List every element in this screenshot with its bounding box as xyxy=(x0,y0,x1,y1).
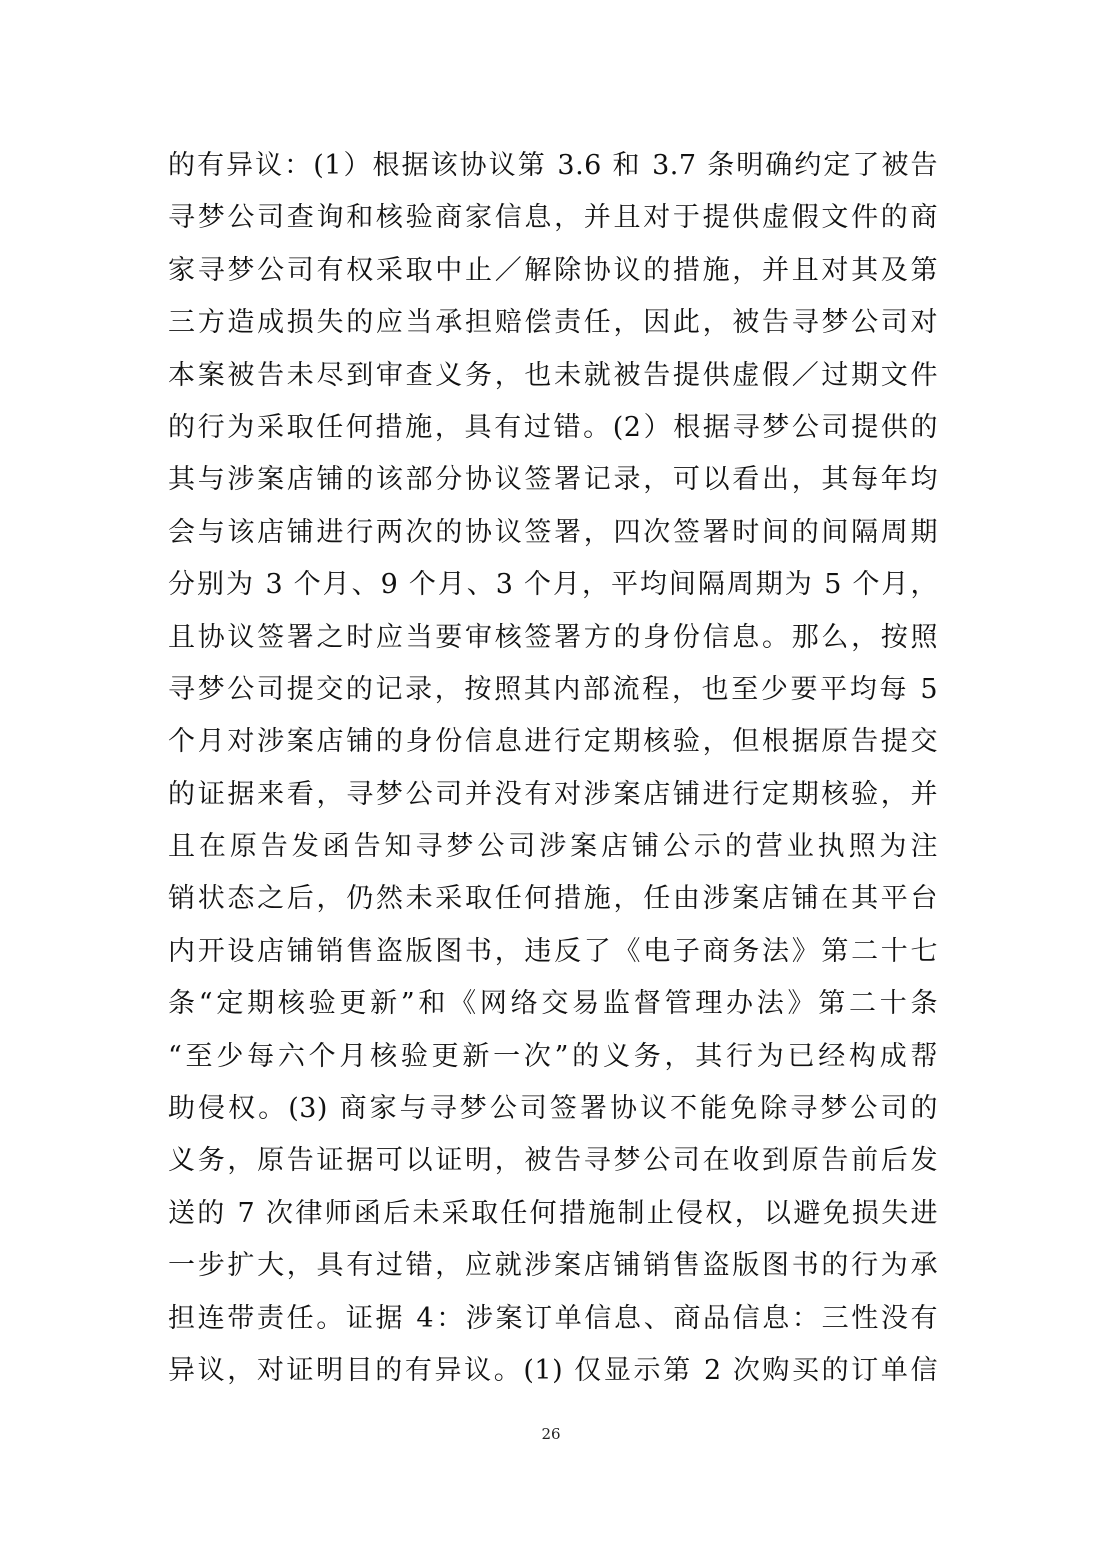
text-line: 寻梦公司提交的记录，按照其内部流程，也至少要平均每 5 xyxy=(168,673,938,705)
text-line: “至少每六个月核验更新一次”的义务，其行为已经构成帮 xyxy=(168,1040,938,1072)
text-line: 担连带责任。证据 4：涉案订单信息、商品信息：三性没有 xyxy=(168,1302,938,1334)
text-line: 送的 7 次律师函后未采取任何措施制止侵权，以避免损失进 xyxy=(168,1197,938,1229)
page-number: 26 xyxy=(541,1425,561,1443)
text-line: 三方造成损失的应当承担赔偿责任，因此，被告寻梦公司对 xyxy=(168,307,938,339)
text-line: 的证据来看，寻梦公司并没有对涉案店铺进行定期核验，并 xyxy=(168,778,938,810)
text-line: 助侵权。(3) 商家与寻梦公司签署协议不能免除寻梦公司的 xyxy=(168,1093,938,1125)
text-line: 内开设店铺销售盗版图书，违反了《电子商务法》第二十七 xyxy=(168,935,938,967)
text-line: 分别为 3 个月、9 个月、3 个月，平均间隔周期为 5 个月， xyxy=(168,569,938,601)
text-line: 其与涉案店铺的该部分协议签署记录，可以看出，其每年均 xyxy=(168,464,938,496)
text-line: 销状态之后，仍然未采取任何措施，任由涉案店铺在其平台 xyxy=(168,883,938,915)
text-line: 寻梦公司查询和核验商家信息，并且对于提供虚假文件的商 xyxy=(168,202,938,234)
text-line: 本案被告未尽到审查义务，也未就被告提供虚假／过期文件 xyxy=(168,359,938,391)
text-line: 会与该店铺进行两次的协议签署，四次签署时间的间隔周期 xyxy=(168,516,938,548)
text-line: 义务，原告证据可以证明，被告寻梦公司在收到原告前后发 xyxy=(168,1145,938,1177)
text-line: 条“定期核验更新”和《网络交易监督管理办法》第二十条 xyxy=(168,988,938,1020)
body-text xyxy=(168,140,938,1397)
text-line: 家寻梦公司有权采取中止／解除协议的措施，并且对其及第 xyxy=(168,254,938,286)
text-line: 且协议签署之时应当要审核签署方的身份信息。那么，按照 xyxy=(168,621,938,653)
text-line: 且在原告发函告知寻梦公司涉案店铺公示的营业执照为注 xyxy=(168,831,938,863)
text-line: 一步扩大，具有过错，应就涉案店铺销售盗版图书的行为承 xyxy=(168,1250,938,1282)
text-line: 的行为采取任何措施，具有过错。(2）根据寻梦公司提供的 xyxy=(168,411,938,443)
text-line: 的有异议：(1）根据该协议第 3.6 和 3.7 条明确约定了被告 xyxy=(168,150,938,181)
text-line: 个月对涉案店铺的身份信息进行定期核验，但根据原告提交 xyxy=(168,726,938,758)
text-line: 异议，对证明目的有异议。(1) 仅显示第 2 次购买的订单信 xyxy=(168,1354,938,1386)
